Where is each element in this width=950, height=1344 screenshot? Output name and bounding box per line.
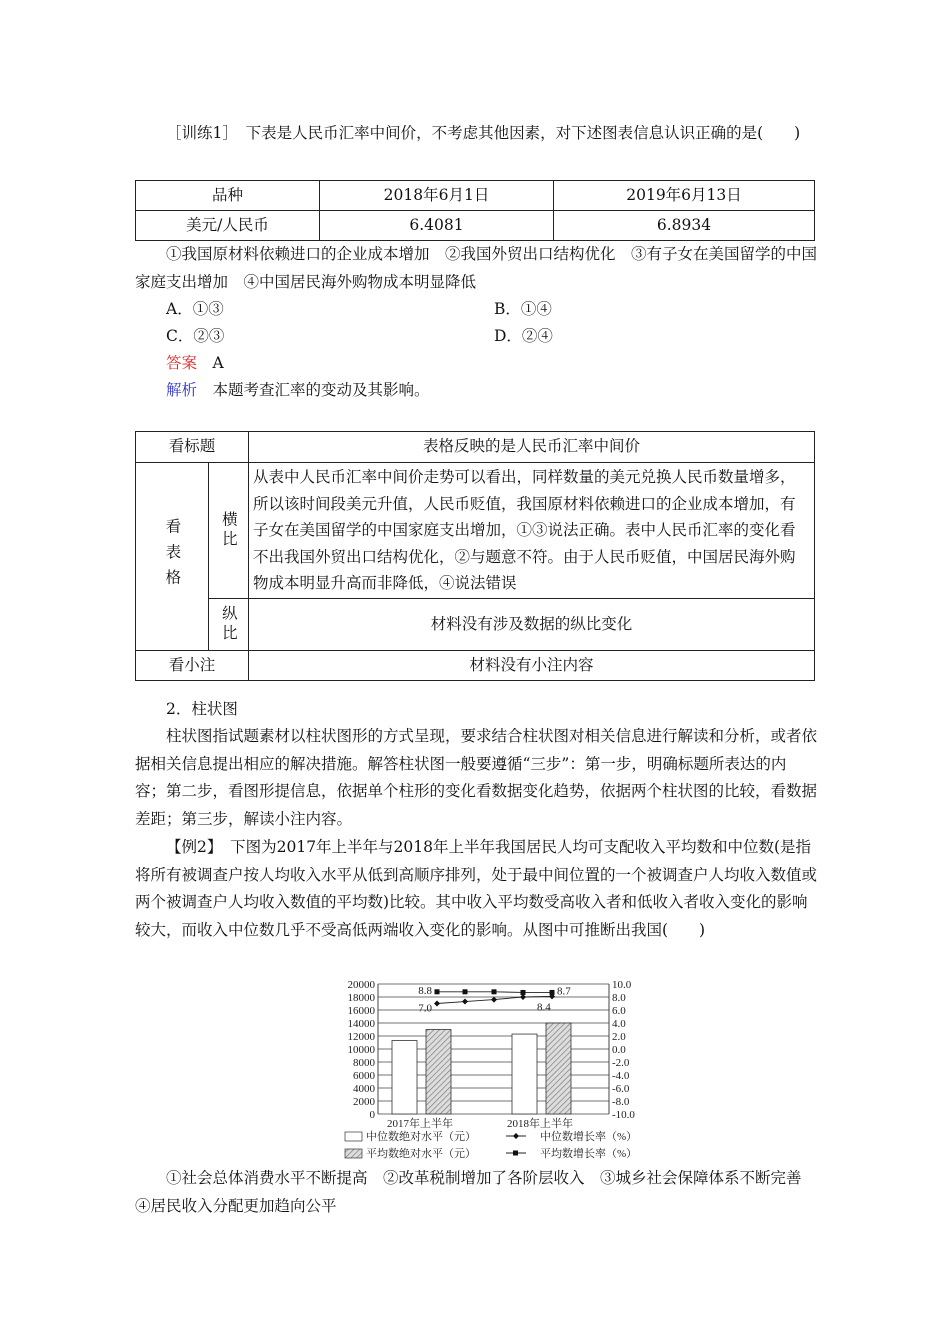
left-tick-label: 0 bbox=[369, 1109, 375, 1121]
header-cell: 2018年6月1日 bbox=[320, 181, 554, 211]
option-d: D．②④ bbox=[494, 327, 553, 345]
right-tick-label: 4.0 bbox=[612, 1018, 626, 1030]
category-label: 2018年上半年 bbox=[507, 1118, 573, 1130]
row-label: 看小注 bbox=[136, 650, 249, 680]
analysis-label: 解析 bbox=[166, 381, 198, 399]
median-bar bbox=[512, 1034, 537, 1114]
right-tick-label: -10.0 bbox=[612, 1109, 635, 1121]
mean-growth-point bbox=[463, 989, 468, 994]
legend-label: 平均数增长率（%） bbox=[540, 1148, 638, 1160]
analysis-text: 本题考查汇率的变动及其影响。 bbox=[212, 381, 430, 399]
header-cell: 品种 bbox=[136, 181, 320, 211]
left-tick-label: 4000 bbox=[353, 1083, 375, 1095]
row-label: 看表格 bbox=[136, 463, 209, 651]
right-tick-label: 8.0 bbox=[612, 992, 626, 1004]
category-label: 2017年上半年 bbox=[387, 1118, 453, 1130]
left-tick-label: 2000 bbox=[353, 1096, 375, 1108]
mean-growth-point bbox=[492, 989, 497, 994]
data-label: 8.7 bbox=[557, 985, 571, 998]
option-a: A．①③ bbox=[166, 300, 224, 318]
table-cell: 6.4081 bbox=[320, 211, 554, 241]
row-label: 看标题 bbox=[136, 432, 249, 463]
sub-label: 横比 bbox=[208, 463, 248, 599]
row-content: 材料没有小注内容 bbox=[249, 650, 815, 680]
right-tick-label: -8.0 bbox=[612, 1096, 630, 1108]
mean-growth-point bbox=[435, 989, 440, 994]
exercise1-statements: ①我国原材料依赖进口的企业成本增加 ②我国外贸出口结构优化 ③有子女在美国留学的中国家庭支出增加 ④中国居民海外购物成本明显降低 bbox=[135, 245, 818, 291]
data-label: 8.4 bbox=[537, 1001, 551, 1014]
example2-statements: ①社会总体消费水平不断提高 ②改革税制增加了各阶层收入 ③城乡社会保障体系不断完善 ④居民收入分配更加趋向公平 bbox=[135, 1169, 818, 1215]
example2-text: 【例2】 下图为2017年上半年与2018年上半年我国居民人均可支配收入平均数和中位数(是指将所有被调查户按人均收入水平从低到高顺序排列，处于最中间位置的一个被调查户人均收入数值或两个被调查户人均收入数值的平均数)比较。其中收入平均数受高收入者和低收入者收入变化的影响较大，而收入中位数几乎不受高低两端收入变化的影响。从图中可推断出我国( ) bbox=[135, 838, 818, 939]
header-cell: 2019年6月13日 bbox=[554, 181, 815, 211]
left-tick-label: 14000 bbox=[347, 1018, 375, 1030]
table-cell: 美元/人民币 bbox=[136, 211, 320, 241]
left-tick-label: 12000 bbox=[347, 1031, 375, 1043]
left-tick-label: 6000 bbox=[353, 1070, 375, 1082]
answer-value: A bbox=[212, 354, 224, 372]
data-label: 8.8 bbox=[418, 984, 432, 997]
right-tick-label: -4.0 bbox=[612, 1070, 630, 1082]
square-marker-icon bbox=[513, 1151, 518, 1156]
table-cell: 6.8934 bbox=[554, 211, 815, 241]
data-label: 7.0 bbox=[418, 1002, 432, 1015]
answer-label: 答案 bbox=[166, 354, 198, 372]
analysis-line bbox=[166, 377, 430, 404]
row-content: 表格反映的是人民币汇率中间价 bbox=[249, 432, 815, 463]
analysis-table bbox=[135, 431, 815, 681]
mean-bar bbox=[426, 1030, 451, 1115]
legend-label: 中位数增长率（%） bbox=[540, 1131, 638, 1143]
mean-growth-point bbox=[521, 990, 526, 995]
legend-swatch bbox=[345, 1149, 362, 1158]
exercise1-question: ［训练1］ 下表是人民币汇率中间价，不考虑其他因素，对下述图表信息认识正确的是( ) bbox=[166, 124, 801, 142]
right-tick-label: 10.0 bbox=[612, 979, 632, 991]
row-content: 从表中人民币汇率中间价走势可以看出，同样数量的美元兑换人民币数量增多，所以该时间段美元升值，人民币贬值，我国原材料依赖进口的企业成本增加，有子女在美国留学的中国家庭支出增加，①③说法正确。表中人民币汇率的变化看不出我国外贸出口结构优化，②与题意不符。由于人民币贬值，中国居民海外购物成本明显升高而非降低，④说法错误 bbox=[249, 463, 815, 599]
legend-label: 中位数绝对水平（元） bbox=[366, 1131, 476, 1143]
option-b: B．①④ bbox=[494, 300, 552, 318]
right-tick-label: 0.0 bbox=[612, 1044, 626, 1056]
left-tick-label: 10000 bbox=[347, 1044, 375, 1056]
section2-body: 柱状图指试题素材以柱状图形的方式呈现，要求结合柱状图对相关信息进行解读和分析，或者依据相关信息提出相应的解决措施。解答柱状图一般要遵循“三步”：第一步，明确标题所表达的内容；第二步，看图形提信息，依据单个柱形的变化看数据变化趋势，依据两个柱状图的比较，看数据差距；第三步，解读小注内容。 bbox=[135, 727, 818, 828]
sub-label: 纵比 bbox=[208, 598, 248, 650]
legend-swatch bbox=[345, 1132, 362, 1141]
left-tick-label: 16000 bbox=[347, 1005, 375, 1017]
left-tick-label: 18000 bbox=[347, 992, 375, 1004]
median-growth-point bbox=[462, 999, 468, 1005]
income-chart bbox=[340, 976, 670, 1162]
median-growth-point bbox=[434, 1001, 440, 1007]
option-c: C．②③ bbox=[166, 327, 225, 345]
row-content: 材料没有涉及数据的纵比变化 bbox=[249, 598, 815, 650]
median-bar bbox=[392, 1041, 417, 1114]
exchange-rate-table bbox=[135, 180, 815, 241]
section2-title: 2．柱状图 bbox=[166, 700, 238, 718]
median-growth-point bbox=[491, 997, 497, 1003]
right-tick-label: -6.0 bbox=[612, 1083, 630, 1095]
right-tick-label: 2.0 bbox=[612, 1031, 626, 1043]
left-tick-label: 8000 bbox=[353, 1057, 375, 1069]
answer-line bbox=[166, 350, 224, 377]
diamond-marker-icon bbox=[513, 1133, 519, 1139]
mean-bar bbox=[546, 1023, 571, 1114]
right-tick-label: 6.0 bbox=[612, 1005, 626, 1017]
right-tick-label: -2.0 bbox=[612, 1057, 630, 1069]
left-tick-label: 20000 bbox=[347, 979, 375, 991]
legend-label: 平均数绝对水平（元） bbox=[366, 1148, 476, 1160]
mean-growth-point bbox=[550, 990, 555, 995]
